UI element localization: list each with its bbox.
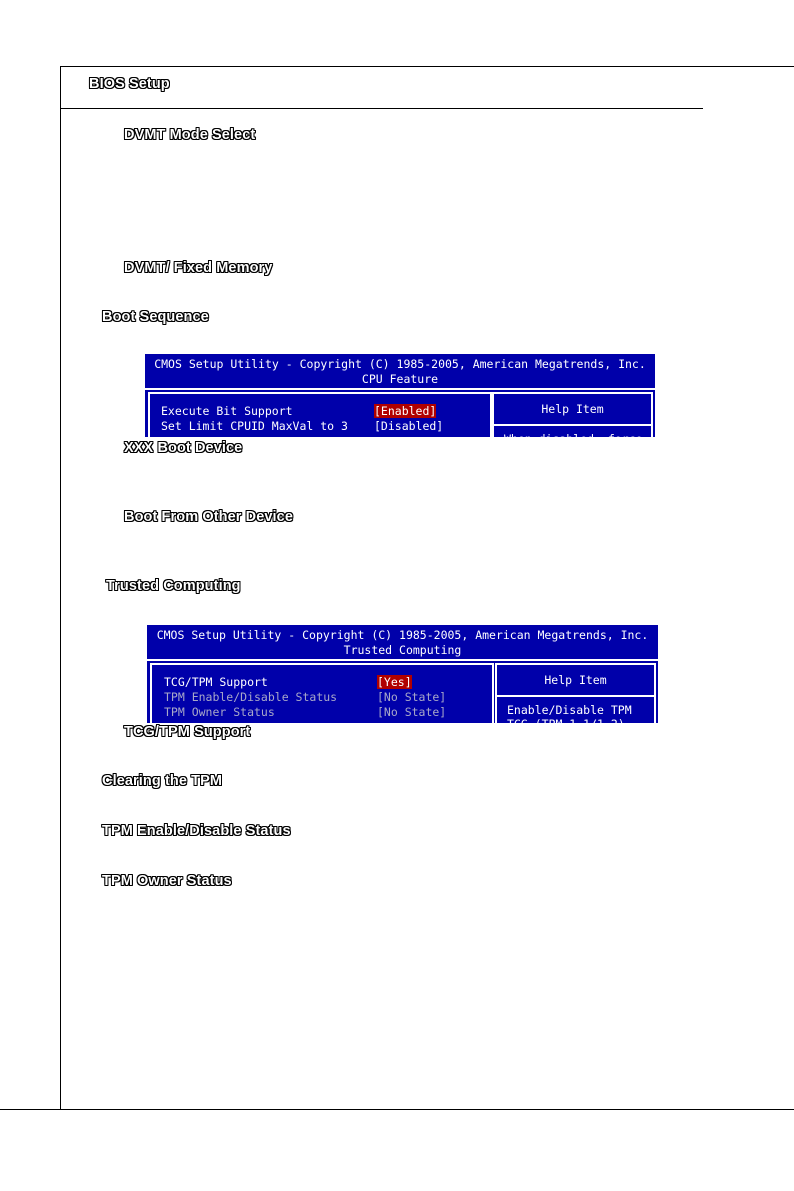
top-rule bbox=[60, 66, 794, 67]
bios-help-text: When disabled, force bbox=[504, 432, 643, 446]
bios-setting-label: Execute Bit Support bbox=[161, 404, 293, 418]
heading-boot-sequence: Boot Sequence bbox=[102, 309, 209, 325]
bios-settings-panel bbox=[150, 663, 494, 733]
bios-setting-label: Set Limit CPUID MaxVal to 3 bbox=[161, 419, 348, 433]
bios-help-title: Help Item bbox=[497, 665, 654, 697]
bios-help-text-line: Enable/Disable TPM bbox=[507, 703, 632, 717]
bios-screen-title: Trusted Computing bbox=[343, 643, 462, 657]
bios-title-bar bbox=[147, 625, 658, 661]
bios-setting-tpm-enable-status bbox=[164, 690, 337, 704]
bios-copyright-line: CMOS Setup Utility - Copyright (C) 1985-2005, American Megatrends, Inc. bbox=[156, 628, 649, 642]
bios-setting-label: TPM Enable/Disable Status bbox=[164, 690, 338, 704]
bios-screen-title: CPU Feature bbox=[361, 372, 439, 386]
left-margin-rule bbox=[60, 66, 61, 1110]
bios-setting-value-text: [Disabled] bbox=[374, 419, 444, 433]
heading-clearing-the-tpm: Clearing the TPM bbox=[102, 773, 223, 789]
heading-tcg-tpm-support: TCG/TPM Support bbox=[124, 724, 251, 740]
trusted-computing-bios-screenshot bbox=[147, 625, 658, 731]
bios-setting-label: TCG/TPM Support bbox=[164, 675, 268, 689]
bios-setting-value bbox=[377, 690, 446, 704]
bios-title-bar bbox=[145, 354, 655, 390]
bios-setting-value bbox=[377, 675, 412, 689]
bottom-rule bbox=[0, 1109, 794, 1110]
header-underline bbox=[60, 108, 703, 109]
bios-setting-value bbox=[377, 705, 446, 719]
bios-setting-value-text: [No State] bbox=[377, 690, 447, 704]
section-title: BIOS Setup bbox=[89, 76, 170, 92]
bios-settings-panel bbox=[148, 392, 492, 447]
bios-setting-tcg-tpm-support bbox=[164, 675, 268, 689]
bios-setting-value bbox=[374, 419, 443, 433]
bios-setting-label: TPM Owner Status bbox=[164, 705, 275, 719]
bios-setting-value bbox=[374, 404, 436, 418]
heading-trusted-computing: Trusted Computing bbox=[106, 578, 241, 594]
bios-help-text-line: TCG (TPM 1.1/1.2) bbox=[507, 717, 625, 731]
bios-setting-value-selected: [Yes] bbox=[377, 675, 412, 689]
bios-help-panel bbox=[492, 392, 653, 447]
bios-copyright-line: CMOS Setup Utility - Copyright (C) 1985-2005, American Megatrends, Inc. bbox=[154, 357, 646, 371]
bios-setting-tpm-owner-status bbox=[164, 705, 275, 719]
bios-help-text bbox=[507, 703, 632, 731]
bios-setting-value-selected: [Enabled] bbox=[374, 404, 437, 418]
heading-boot-from-other-device: Boot From Other Device bbox=[124, 509, 293, 525]
bios-setting-execute-bit bbox=[161, 404, 293, 418]
heading-dvmt-fixed-memory: DVMT/ Fixed Memory bbox=[124, 260, 273, 276]
bios-help-title: Help Item bbox=[494, 394, 651, 426]
heading-xxx-boot-device: XXX Boot Device bbox=[124, 440, 243, 456]
bios-setting-value-text: [No State] bbox=[377, 705, 447, 719]
cpu-feature-bios-screenshot bbox=[145, 354, 655, 446]
bios-help-panel bbox=[495, 663, 656, 733]
heading-tpm-owner-status: TPM Owner Status bbox=[102, 873, 232, 889]
bios-setting-cpuid-maxval bbox=[161, 419, 348, 433]
heading-tpm-enable-disable-status: TPM Enable/Disable Status bbox=[102, 823, 291, 839]
heading-dvmt-mode-select: DVMT Mode Select bbox=[124, 127, 256, 143]
